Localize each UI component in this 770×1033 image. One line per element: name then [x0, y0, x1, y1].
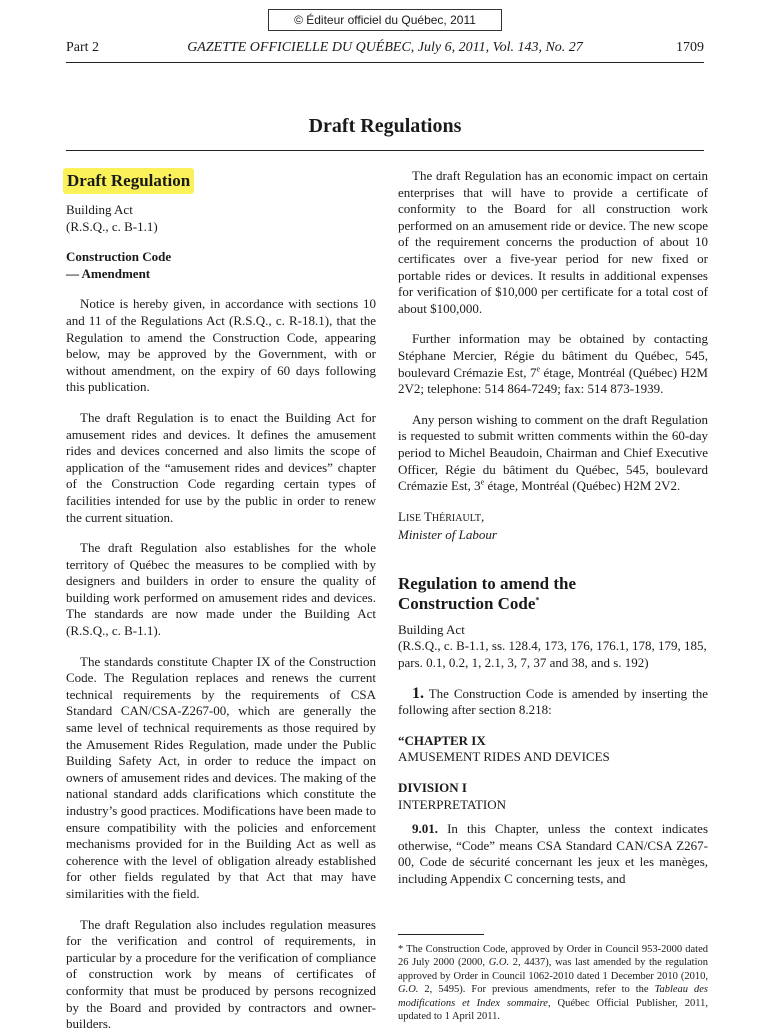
draft-regulation-heading: Draft Regulation	[63, 168, 194, 194]
right-column	[398, 168, 708, 1024]
regulation-title-line-1: Regulation to amend the	[398, 573, 577, 593]
gazette-title: GAZETTE OFFICIELLE DU QUÉBEC, July 6, 2011, Vol. 143, No. 27	[187, 40, 583, 55]
header-rule	[66, 62, 704, 63]
part-label: Part 2	[66, 40, 100, 55]
purpose-paragraph: The draft Regulation is to enact the Building Act for amusement rides and devices. It defines the amusement rides and devices concerned and also limits the scope of application of the “amusement rides and devices” chapter of the Construction Code regarding certain types of facilities intended for use by the public in order to renew the current situation.	[66, 409, 376, 525]
notice-paragraph: Notice is hereby given, in accordance with sections 10 and 11 of the Regulations Act (R.S.Q., c. R-18.1), that the Regulation to amend the Construction Code, appearing below, may be approved by the Government, with or without amendment, on the expiry of 60 days following this publication.	[66, 296, 376, 395]
regulation-act-name: Building Act	[398, 621, 465, 637]
subject-line-2: — Amendment	[66, 265, 151, 281]
running-header	[66, 38, 704, 58]
section-rule	[66, 150, 704, 151]
regulation-title-line-2: Construction Code*	[398, 593, 540, 613]
economic-impact-paragraph: The draft Regulation has an economic impact on certain enterprises that will have to provide a certificate of conformity to the Board for all construction work performed on an amusement ride or device. The new scope of the requirement concerns the production of about 10 certificates over a five-year period for new fixed or portable rides or devices. It results in additional expenses for verification of $10,000 per certificate for a total cost of about $100,000.	[398, 168, 708, 316]
copyright-notice: © Éditeur officiel du Québec, 2011	[268, 9, 502, 31]
subject-line-1: Construction Code	[66, 249, 172, 265]
footnote-rule	[398, 934, 484, 935]
signer-name: LISE THÉRIAULT,	[398, 508, 485, 524]
signer-title: Minister of Labour	[398, 527, 497, 543]
chapter-heading: “CHAPTER IX	[398, 732, 486, 748]
section-9-01: 9.01. In this Chapter, unless the context indicates otherwise, “Code” means CSA Standard CAN/CSA Z267-00, Code de sécurité concernant les jeux et les manèges, including Appendix C concerning tests, and	[398, 821, 708, 886]
measures-paragraph: The draft Regulation also establishes for the whole territory of Québec the measures to be complied with by designers and builders in order to ensure the quality of building work performed on amusement rides and devices. The standards are now made under the Building Act (R.S.Q., c. B-1.1).	[66, 540, 376, 639]
footnote: * The Construction Code, approved by Order in Council 953-2000 dated 26 July 2000 (2000, G.O. 2, 4437), was last amended by the regulation approved by Order in Council 1062-2010 dated 1 December 2010 (2010, G.O. 2, 5495). For previous amendments, refer to the Tableau des modifications et Index sommaire, Québec Official Publisher, 2011, updated to 1 April 2011.	[398, 943, 709, 1023]
verification-paragraph: The draft Regulation also includes regulation measures for the verification and control of requirements, in particular by a procedure for the verification of compliance of construction work by means of certificates of conformity that must be produced by persons recognized by the Board and provided by contractors and owner-builders.	[66, 916, 376, 1032]
left-column	[66, 168, 376, 1033]
chapter-title: AMUSEMENT RIDES AND DEVICES	[398, 749, 610, 765]
act-reference: (R.S.Q., c. B-1.1)	[66, 218, 158, 234]
standards-paragraph: The standards constitute Chapter IX of the Construction Code. The Regulation replaces and renews the current technical requirements by the requirements of CSA Standard CAN/CSA-Z267-00, which are generally the same level of technical requirements as those required by the Amusement Rides Regulation, made under the Public Building Safety Act, in order to reduce the impact on owners of amusement rides and devices. The making of the national standard adds clarifications which constitute the industry’s good practices. Modifications have been made to ensure compatibility with the policies and enforcement mechanisms provided for in the Building Act as well as coherence with the level of obligation already established for other fields regulated by that Act that may have similarities with the field.	[66, 653, 376, 901]
article-1: 1. The Construction Code is amended by inserting the following after section 8.218:	[398, 684, 708, 718]
page-number: 1709	[676, 40, 704, 55]
section-title: Draft Regulations	[308, 115, 462, 137]
division-heading: DIVISION I	[398, 780, 467, 796]
regulation-act-reference: (R.S.Q., c. B-1.1, ss. 128.4, 173, 176, 176.1, 178, 179, 185, pars. 0.1, 0.2, 1, 2.1, 3, 7, 37 and 38, and s. 192)	[398, 638, 707, 671]
act-name: Building Act	[66, 202, 133, 217]
further-info-paragraph: Further information may be obtained by contacting Stéphane Mercier, Régie du bâtiment du Québec, 545, boulevard Crémazie Est, 7e étage, Montréal (Québec) H2M 2V2; telephone: 514 864-7249; fax: 514 873-1939.	[398, 331, 708, 397]
division-title: INTERPRETATION	[398, 796, 507, 812]
comments-paragraph: Any person wishing to comment on the draft Regulation is requested to submit written comments within the 60-day period to Michel Beaudoin, Chairman and Chief Executive Officer, Régie du bâtiment du Québec, 545, boulevard Crémazie Est, 3e étage, Montréal (Québec) H2M 2V2.	[398, 411, 708, 494]
